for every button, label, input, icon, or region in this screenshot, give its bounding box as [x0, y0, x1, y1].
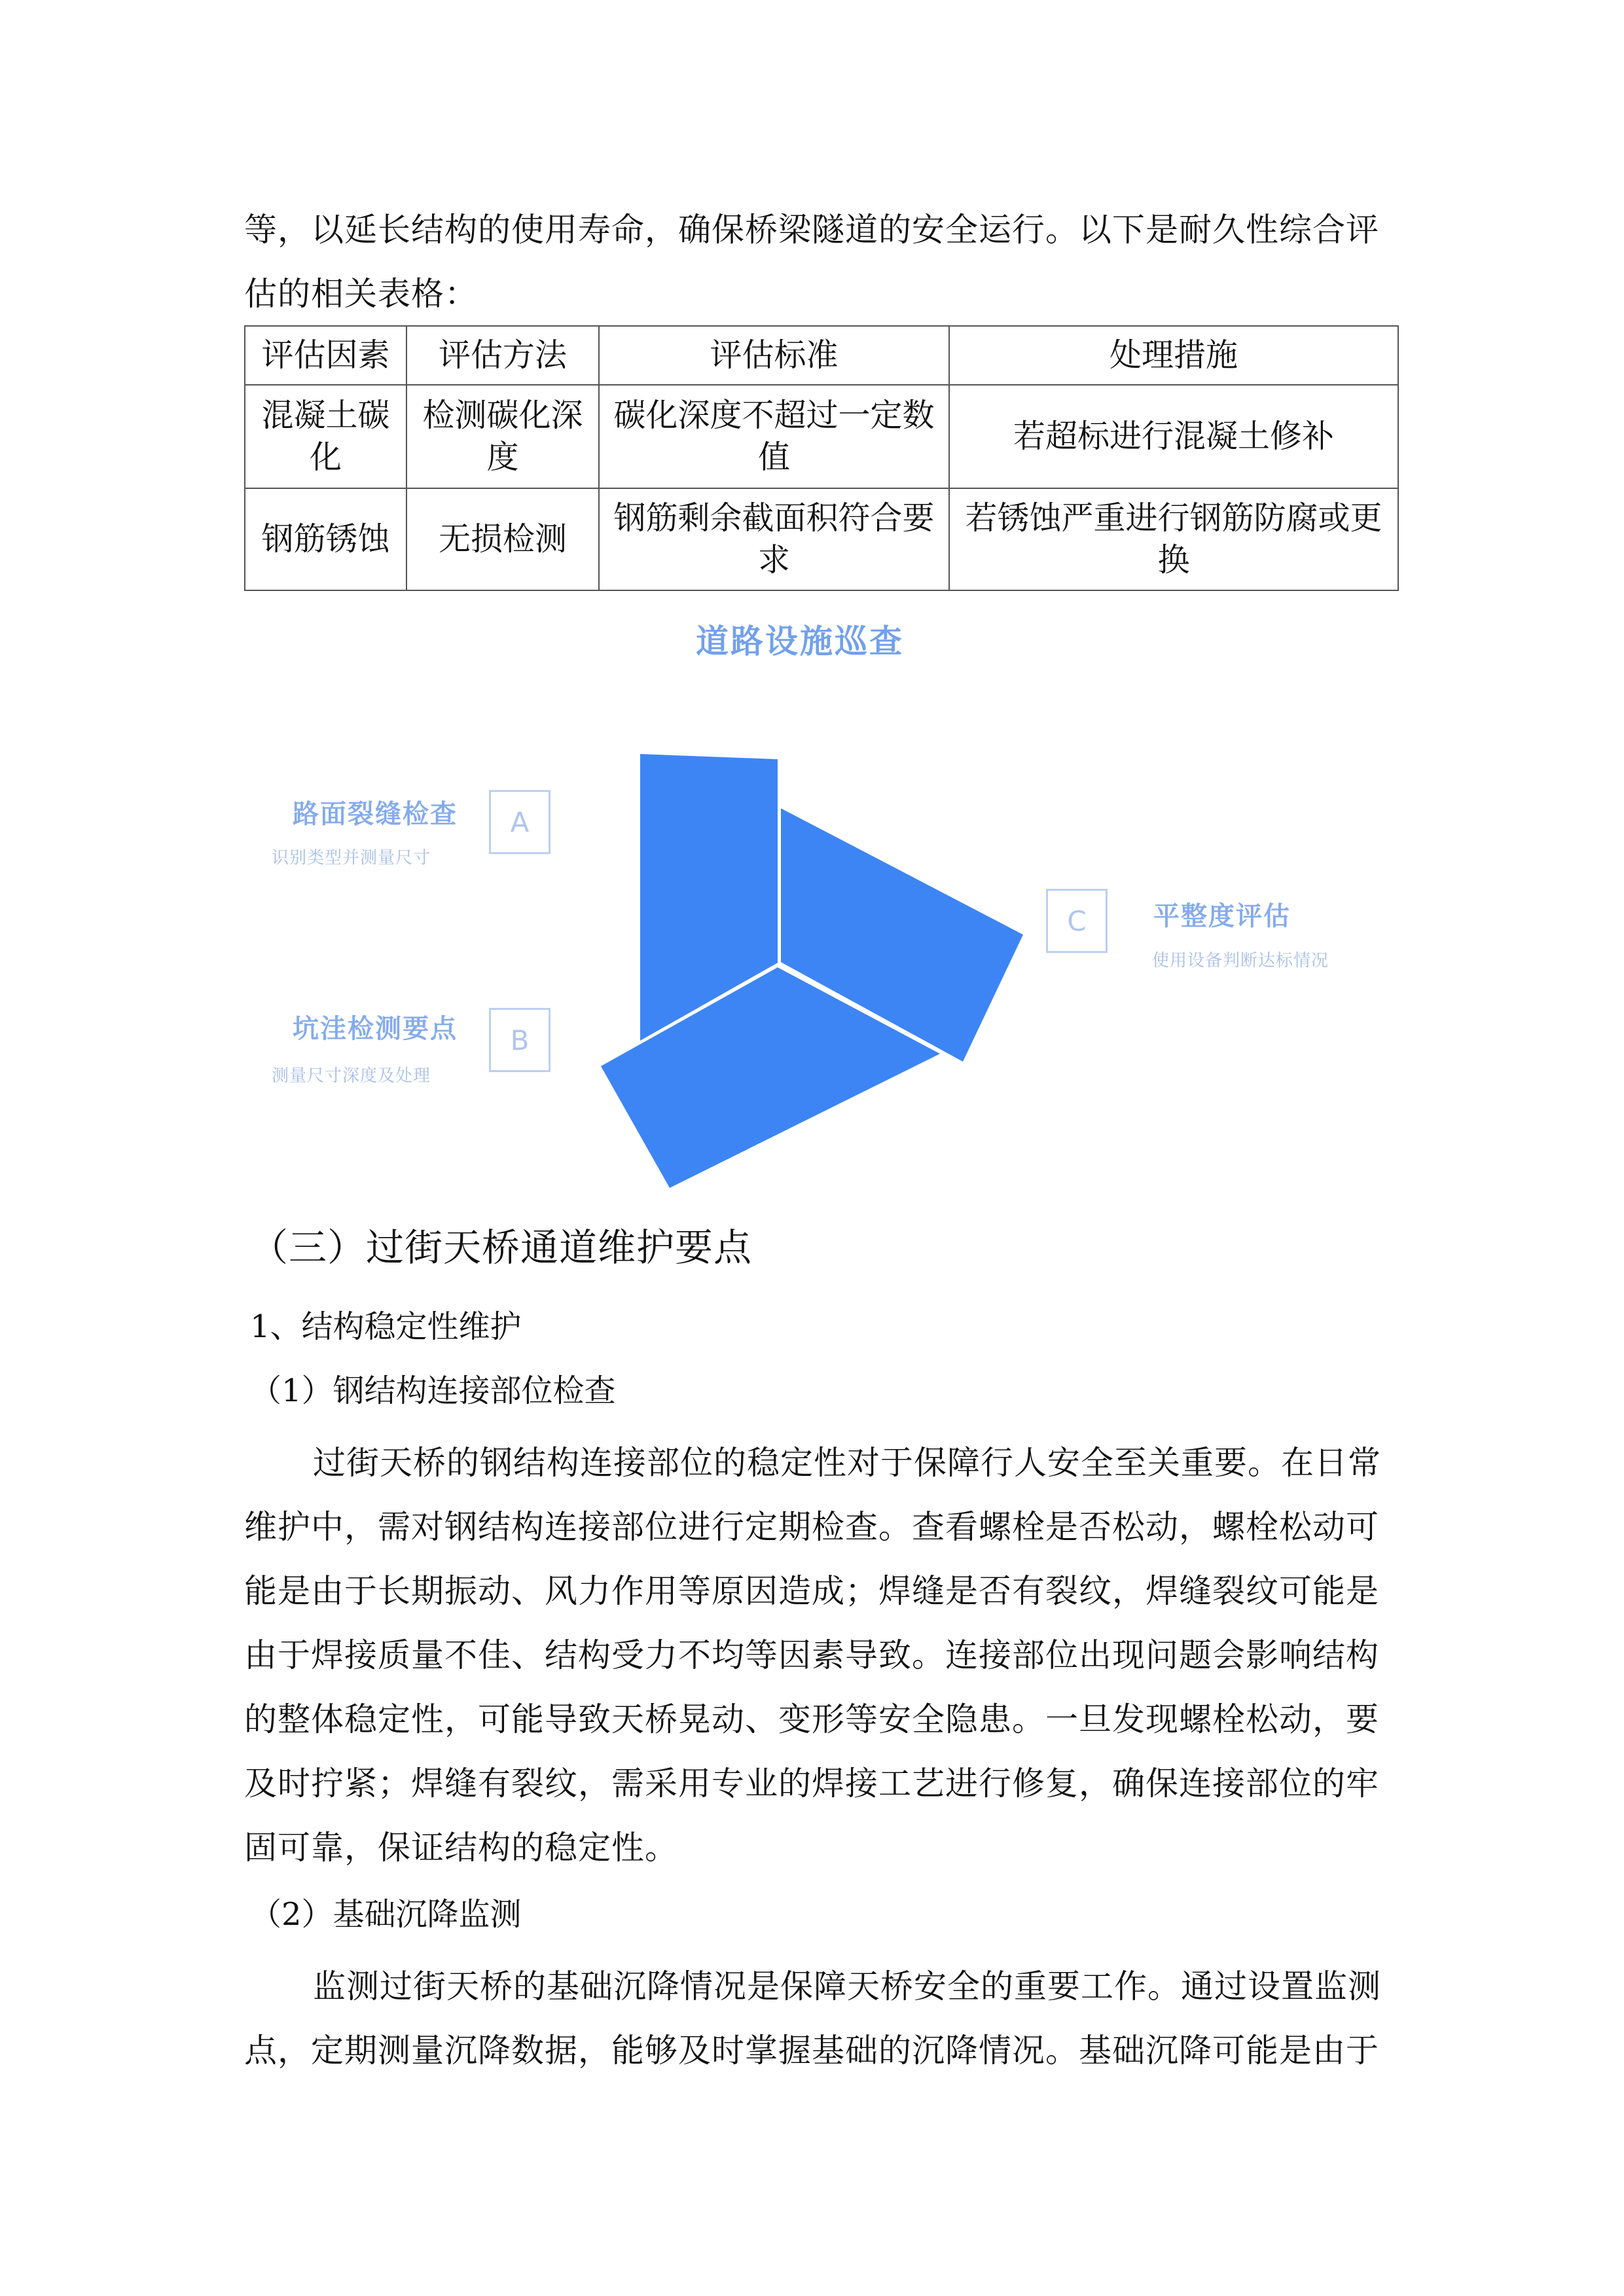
table-cell: [406, 488, 599, 590]
table-cell: [245, 385, 406, 488]
paragraph-line: 维护中，需对钢结构连接部位进行定期检查。查看螺栓是否松动，螺栓松动可: [244, 1508, 1379, 1546]
item-c-title: 平整度评估: [1153, 901, 1291, 931]
cell-line: 钢筋锈蚀: [261, 520, 390, 558]
item-a-subtitle: 识别类型并测量尺寸: [272, 848, 431, 868]
cell-line: 混凝土碳: [261, 397, 390, 434]
paragraph-line: 能是由于长期振动、风力作用等原因造成；焊缝是否有裂纹，焊缝裂纹可能是: [244, 1572, 1379, 1610]
header-cell: 评估标准: [599, 326, 949, 385]
item-b-subtitle: 测量尺寸深度及处理: [272, 1066, 431, 1086]
table-header-row: [245, 326, 1398, 385]
paragraph-line: 及时拧紧；焊缝有裂纹，需采用专业的焊接工艺进行修复，确保连接部位的牢: [244, 1765, 1379, 1803]
table-cell: [599, 385, 949, 488]
durability-assessment-table: [244, 325, 1399, 591]
intro-line-1: 等，以延长结构的使用寿命，确保桥梁隧道的安全运行。以下是耐久性综合评: [244, 211, 1379, 249]
table-row: [245, 385, 1398, 488]
table-cell: [949, 488, 1398, 590]
cell-line: 若超标进行混凝土修补: [1013, 418, 1334, 455]
paragraph-line: 固可靠，保证结构的稳定性。: [244, 1829, 678, 1867]
cell-line: 无损检测: [438, 520, 567, 558]
paragraph-line: 由于焊接质量不佳、结构受力不均等因素导致。连接部位出现问题会影响结构: [244, 1636, 1379, 1674]
table-cell: [245, 488, 406, 590]
header-cell: 处理措施: [949, 326, 1398, 385]
paragraph-line: 点，定期测量沉降数据，能够及时掌握基础的沉降情况。基础沉降可能是由于: [244, 2032, 1379, 2070]
cell-line: 检测碳化深: [422, 397, 583, 434]
cell-line: 换: [1157, 541, 1190, 579]
badge-a: A: [489, 790, 550, 854]
table-cell: [949, 385, 1398, 488]
header-cell: 评估因素: [245, 326, 406, 385]
cell-line: 钢筋剩余截面积符合要: [613, 499, 935, 537]
item-c-subtitle: 使用设备判断达标情况: [1152, 951, 1329, 971]
triad-shape-graphic: [589, 746, 1034, 1204]
paragraph-line: 的整体稳定性，可能导致天桥晃动、变形等安全隐患。一旦发现螺栓松动，要: [244, 1700, 1379, 1738]
header-cell: 评估方法: [406, 326, 599, 385]
table-row: [245, 488, 1398, 590]
badge-b: B: [489, 1008, 550, 1072]
cell-line: 化: [309, 439, 342, 476]
infographic-title: 道路设施巡查: [696, 622, 904, 660]
paragraph-line: 监测过街天桥的基础沉降情况是保障天桥安全的重要工作。通过设置监测: [313, 1967, 1381, 2005]
cell-line: 碳化深度不超过一定数: [613, 397, 935, 434]
cell-line: 若锈蚀严重进行钢筋防腐或更: [965, 499, 1382, 537]
section-heading: （三）过街天桥通道维护要点: [250, 1225, 753, 1270]
subsection-heading: （2）基础沉降监测: [250, 1896, 522, 1933]
cell-line: 值: [757, 439, 790, 476]
badge-c: C: [1046, 889, 1108, 953]
intro-line-2: 估的相关表格：: [244, 275, 478, 313]
item-a-title: 路面裂缝检查: [293, 799, 458, 829]
cell-line: 求: [757, 541, 790, 579]
item-b-title: 坑洼检测要点: [293, 1014, 458, 1044]
subsection-heading: （1）钢结构连接部位检查: [250, 1372, 616, 1409]
table-cell: [406, 385, 599, 488]
table-cell: [599, 488, 949, 590]
cell-line: 度: [486, 439, 519, 476]
subsection-heading: 1、结构稳定性维护: [250, 1308, 522, 1345]
paragraph-line: 过街天桥的钢结构连接部位的稳定性对于保障行人安全至关重要。在日常: [313, 1444, 1381, 1482]
